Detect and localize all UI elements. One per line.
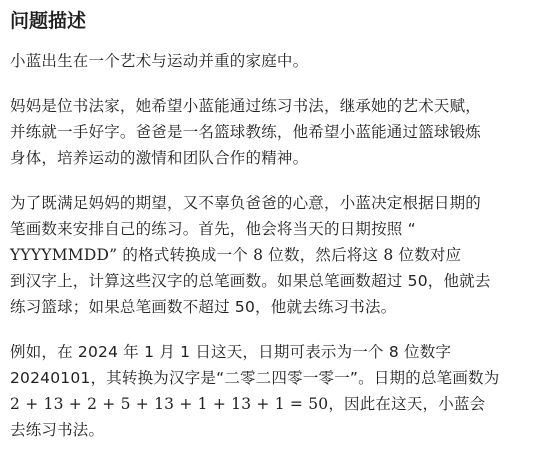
text-line: 并练就一手好字。爸爸是一名篮球教练，他希望小蓝能通过篮球锻炼 — [10, 123, 482, 141]
text-line: 去练习书法。 — [10, 421, 105, 439]
paragraph-intro — [10, 48, 539, 74]
text-line: 笔画数来安排自己的练习。首先，他会将当天的日期按照 “ — [10, 220, 416, 238]
text-line: 2 + 13 + 2 + 5 + 13 + 1 + 13 + 1 = 50，因此在这天，小蓝会 — [10, 395, 486, 413]
text-line: 例如，在 2024 年 1 月 1 日这天，日期可表示为一个 8 位数字 — [10, 343, 452, 361]
text-line: 练习篮球；如果总笔画数不超过 50，他就去练习书法。 — [10, 298, 397, 316]
paragraph-rule — [10, 190, 539, 320]
text-line: 为了既满足妈妈的期望，又不辜负爸爸的心意，小蓝决定根据日期的 — [10, 194, 482, 212]
text-line: 妈妈是位书法家，她希望小蓝能通过练习书法，继承她的艺术天赋， — [10, 97, 482, 115]
text-line: YYYYMMDD” 的格式转换成一个 8 位数，然后将这 8 位数对应 — [10, 246, 462, 264]
section-heading: 问题描述 — [10, 10, 87, 32]
paragraph-example — [10, 339, 539, 443]
text-line: 20240101，其转换为汉字是“二零二四零一零一”。日期的总笔画数为 — [10, 369, 500, 387]
paragraph-parents — [10, 93, 539, 171]
text-line: 小蓝出生在一个艺术与运动并重的家庭中。 — [10, 52, 309, 70]
text-line: 身体，培养运动的激情和团队合作的精神。 — [10, 149, 309, 167]
text-line: 到汉字上，计算这些汉字的总笔画数。如果总笔画数超过 50，他就去 — [10, 272, 491, 290]
